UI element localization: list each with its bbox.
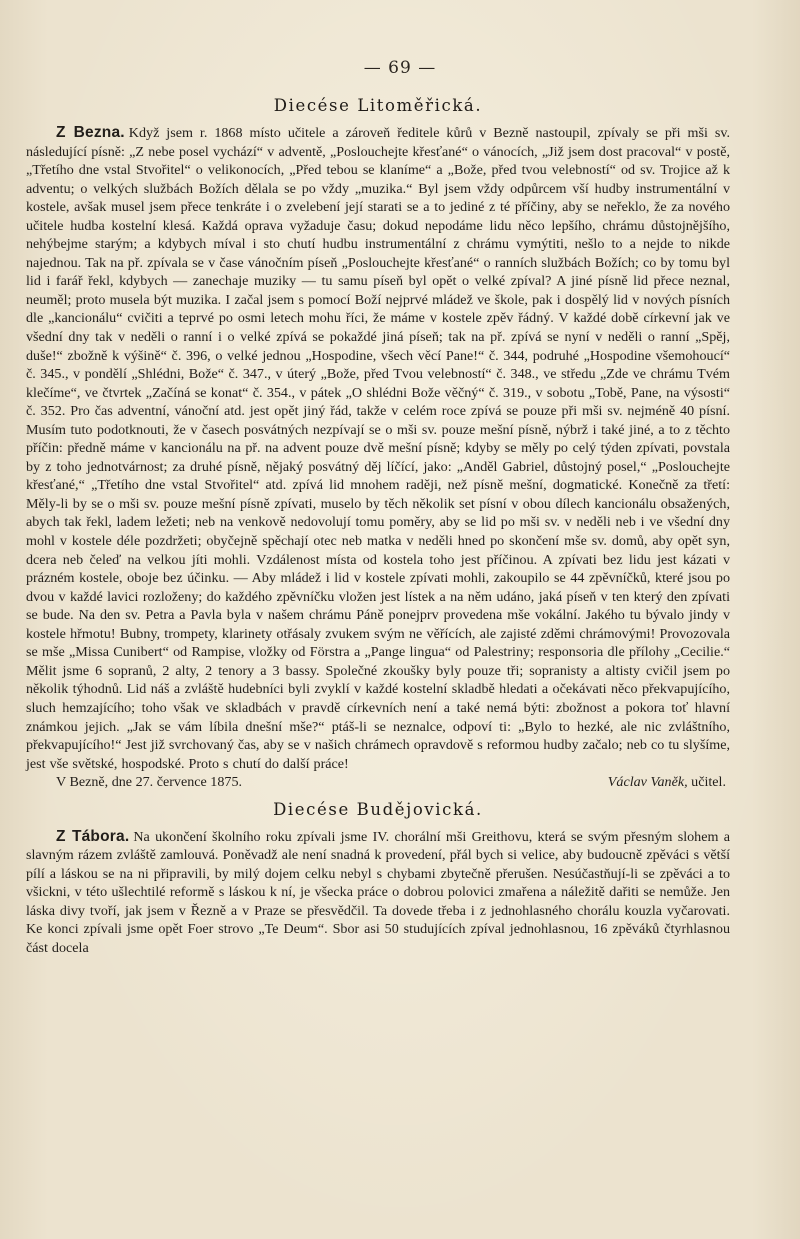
signature-name: Václav Vaněk,: [607, 774, 688, 791]
report-body: Když jsem r. 1868 místo učitele a zároveň ředitele kůrů v Bezně nastoupil, zpívaly se při mši sv. následující písně: „Z nebe posel vychází“ v adventě, „Poslouchejte křesťané“ o vánocích, „Již jsem dost pracoval“ v postě, „Třetího dne vstal Stvořitel“ o velikonocích, „Před tebou se klaníme“ a „Bože, před tvou velebností“ od sv. Trojice až k adventu; o velkých službách Božích dělala se po vždy „muzika.“ Byl jsem vždy odpůrcem vší hudby instrumentální v kostele, avšak musel jsem přece tenkráte i o zvelebení její starati se a to jediné z té příčiny, aby se neřeklo, že za nového učitele hudba kostelní klesá. Každá oprava vyžaduje času; dokud nepodáme lidu něco lepšího, chrámu důstojnějšího, nehýbejme starým; a kdybych míval i sto chutí hudbu instrumentální z chrámu vymýtiti, nešlo to a nejde to nikde najednou. Tak na př. zpívala se v čase vánočním píseň „Poslouchejte křesťané“ o ranních službách Božích; co by tomu byl lid i farář řekl, kdybych — zanechaje muziky — tu samu píseň byl opět o velké zpíval? A jiné písně lid přece neznal, neuměl; proto musela být muzika. I začal jsem s pomocí Boží nejprvé mládež ve škole, pak i dospělý lid v nových písních dle „kancionálu“ cvičiti a teprvé po osmi letech mohu říci, že máme v kostele zpěv řádný. V každé době církevní jak ve všední dny tak v neděli o ranní i o velké zpívá se pokaždé jiná píseň; tak na př. zpívá se nyní v neděli o ranní „Spěj, duše!“ zbožně k výšině“ č. 396, o velké jednou „Hospodine, všech věcí Pane!“ č. 344, podruhé „Hospodine všemohoucí“ č. 345., v pondělí „Shlédni, Bože“ č. 347., v úterý „Bože, před Tvou velebností“ č. 348., ve středu „Zde ve chrámu Tvém klečíme“, ve čtvrtek „Začíná se konat“ č. 354., v pátek „O shlédni Bože věčný“ č. 319., v sobotu „Tobě, Pane, na výsosti“ č. 352. Pro čas adventní, vánoční atd. jest opět jiný řád, takže v celém roce zpívá se pouze při mši sv. nejméně 40 písní. Musím tuto podotknouti, že v časech posvátných nezpívají se o mši sv. pouze mešní písně, nýbrž i také jiné, a to z těchto příčin: předně máme v kancionálu na př. na advent pouze dvě mešní písně; kdyby se měly po celý týden zpívati, povstala by z toho jednotvárnost; za druhé písně, nějaký posvátný děj líčící, jako: „Anděl Gabriel, důstojný posel,“ „Poslouchejte křesťané,“ „Třetího dne vstal Stvořitel“ atd. zpívá lid mnohem raději, než písně mešní, dogmatické. Konečně za třetí: Měly-li by se o mši sv. pouze mešní písně zpívati, muselo by těch několik set písní v obou dílech kancionálu obsažených, abych tak řekl, ladem ležeti; neb na venkově nedovolují tomu poměry, aby se lid po mši sv. v neděli neb i ve všední dny mohl v kostele déle pozdržeti; obyčejně spěchají otec neb matka v neděli hned po skončení mše sv. domů, aby opět syn, dcera neb čeleď na velkou jíti mohli. Vzdálenost místa od kostela toho jest příčinou. A zpívati bez lidu jest kázati v prázném kostele, oboje bez účinku. — Aby mládež i lid v kostele zpívati mohli, zakoupilo se 44 zpěvníčků, které jsou po dvou v každé lavici rozloženy; do každého zpěvníčku vložen jest lístek a na něm udáno, jaká píseň v ten který den zpívati se bude. Na den sv. Petra a Pavla byla v našem chrámu Páně ponejprv provedena mše vokální. Jakého tu bývalo jindy v kostele hřmotu! Bubny, trompety, klarinety otřásaly zvukem svým ne věřících, ale zajisté zděmi chrámovými! Provozovala se mše „Missa Cunibert“ od Rampise, vložky od Förstra a „Pange lingua“ od Palestriny; responsoria dle přílohy „Cecilie.“ Mělit jsme 6 sopranů, 2 alty, 2 tenory a 3 bassy. Společné zkoušky byly pouze tři; sopranisty a altisty cvičil jsem po několik týhodnů. Lid náš a zvláště hudebníci byli zvyklí v každé kostelní skladbě hledati a očekávati něco překvapujícího, sluch hemzajícího; toho však ve skladbách v pravdě církevních není a také nemá býti: zbožnost a pokora toť hlavní známkou jejich. „Jak se vám líbila dnešní mše?“ ptáš-li se neznalce, odpoví ti: „Bylo to hezké, ale nic zvláštního, překvapujícího!“ Jest již svrchovaný čas, aby se v našich chrámech opravdově s reformou hudby začalo; neb co tu slyšíme, jest vše světské, hospodské. Proto s chutí do další práce!: [26, 125, 730, 772]
signature-line: [26, 773, 730, 792]
place-name: Z Tábora.: [56, 827, 130, 845]
signature: [608, 773, 726, 792]
page-number: — 69 —: [363, 58, 437, 78]
place-name: Z Bezna.: [56, 124, 125, 141]
date-line: V Bezně, dne 27. července 1875.: [56, 774, 243, 791]
section-heading-budejovice: Diecése Budějovická.: [273, 799, 483, 819]
report-body: Na ukončení školního roku zpívali jsme IV. chorální mši Greithovu, která se svým přesným slohem a slavným rázem zvláště zamlouvá. Poněvadž ale není snadná k provedení, přál bych si velice, aby budoucně zpěváci s větší pílí a láskou se na ni připravili, by milý dojem celku nebyl s chybami zbytečně přerušen. Nesúčastňují-li se zpěváci a to všickni, v této ušlechtilé reformě s láskou k ní, je všecka práce o dobrou polovici zmařena a náležitě dařiti se nemůže. Jen láska divy tvoří, jak jsem v Řezně a v Praze se přesvědčil. Ta dovede třeba i z jednohlasného chorálu kouzla vyčarovati. Ke konci zpívali jsme opět Foer strovo „Te Deum“. Sbor asi 50 studujících zpíval jednohlasnou, 16 zpěváků čtyrhlasnou část docela: [26, 828, 730, 956]
section-heading-litomerice: Diecése Litoměřická.: [273, 96, 483, 115]
signature-role: učitel.: [691, 774, 726, 791]
report-tabor: [26, 828, 730, 958]
page-content: [26, 96, 730, 958]
report-bezno: [26, 124, 730, 773]
